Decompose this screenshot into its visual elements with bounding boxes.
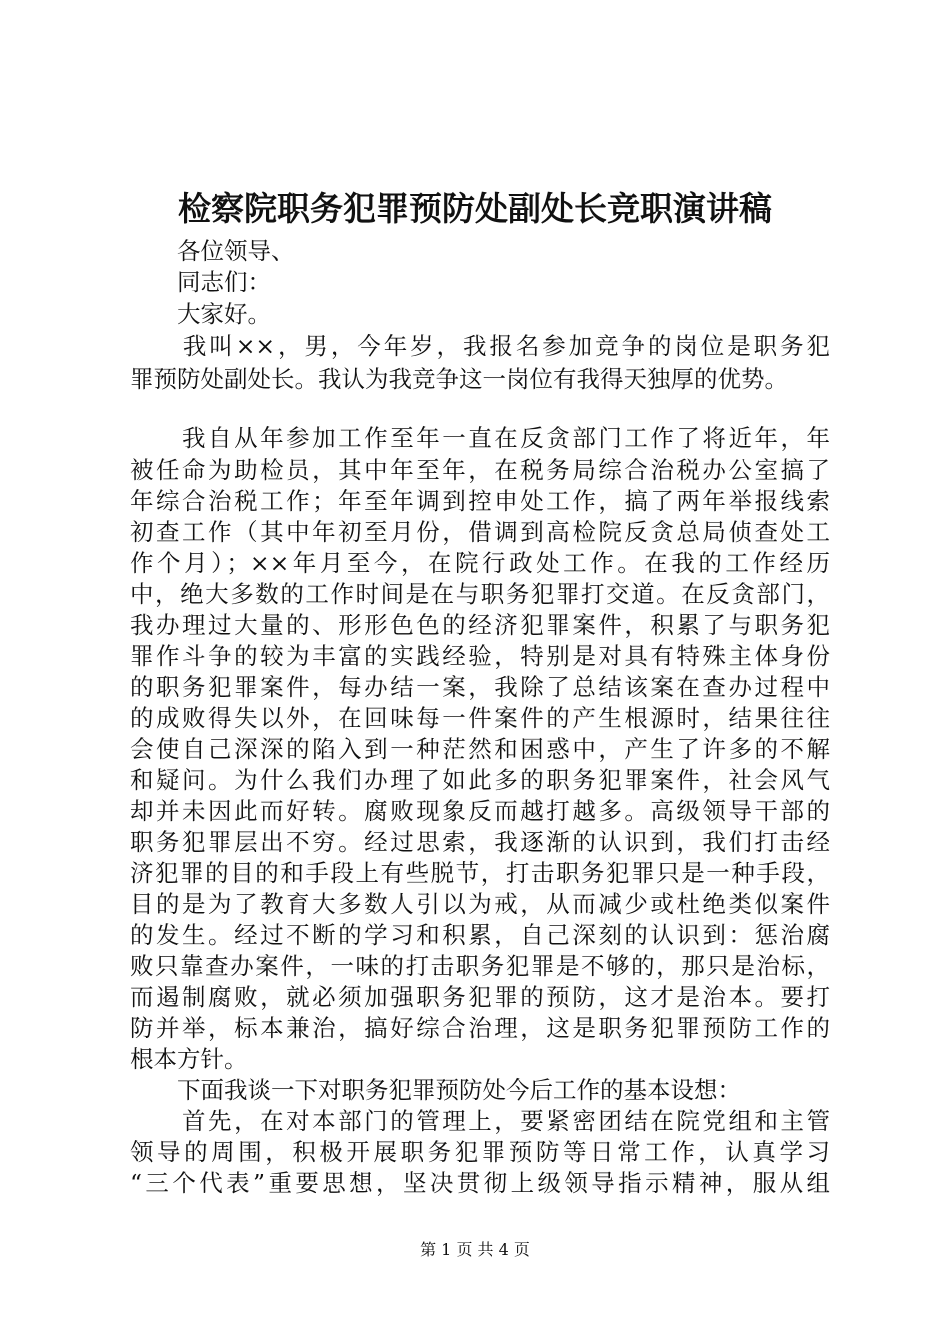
body-line: 中，绝大多数的工作时间是在与职务犯罪打交道。在反贪部门，	[130, 580, 830, 608]
body-line: 领导的周围，积极开展职务犯罪预防等日常工作，认真学习	[130, 1138, 830, 1166]
salutation-line: 各位领导、	[130, 237, 295, 265]
body-line: 被任命为助检员，其中年至年，在税务局综合治税办公室搞了	[130, 456, 830, 484]
body-line: 根本方针。	[130, 1045, 248, 1073]
body-line: 目的是为了教育大多数人引以为戒，从而减少或杜绝类似案件	[130, 890, 830, 918]
body-line: 年综合治税工作；年至年调到控申处工作，搞了两年举报线索	[130, 487, 830, 515]
body-line: 的发生。经过不断的学习和积累，自己深刻的认识到：惩治腐	[130, 921, 830, 949]
body-line: 济犯罪的目的和手段上有些脱节，打击职务犯罪只是一种手段，	[130, 859, 830, 887]
body-line: 我自从年参加工作至年一直在反贪部门工作了将近年，年	[130, 424, 830, 452]
body-line: 职务犯罪层出不穷。经过思索，我逐渐的认识到，我们打击经	[130, 828, 830, 856]
body-line: 我办理过大量的、形形色色的经济犯罪案件，积累了与职务犯	[130, 611, 830, 639]
body-line: 的职务犯罪案件，每办结一案，我除了总结该案在查办过程中	[130, 673, 830, 701]
greeting-line: 大家好。	[130, 300, 271, 328]
body-line: 的成败得失以外，在回味每一件案件的产生根源时，结果往往	[130, 704, 830, 732]
body-line: “三个代表”重要思想，坚决贯彻上级领导指示精神，服从组	[130, 1169, 830, 1197]
body-line: 初查工作（其中年初至月份，借调到高检院反贪总局侦查处工	[130, 518, 830, 546]
body-line: 防并举，标本兼治，搞好综合治理，这是职务犯罪预防工作的	[130, 1014, 830, 1042]
salutation-line: 同志们：	[130, 268, 271, 296]
body-line: 败只靠查办案件，一味的打击职务犯罪是不够的，那只是治标，	[130, 952, 830, 980]
body-line: 首先，在对本部门的管理上，要紧密团结在院党组和主管	[130, 1107, 830, 1135]
body-line: 作个月）；××年月至今，在院行政处工作。在我的工作经历	[130, 549, 830, 577]
body-line: 我叫××，男，今年岁，我报名参加竞争的岗位是职务犯	[130, 332, 830, 360]
document-title: 检察院职务犯罪预防处副处长竞职演讲稿	[178, 189, 772, 228]
body-line: 却并未因此而好转。腐败现象反而越打越多。高级领导干部的	[130, 797, 830, 825]
body-line: 罪作斗争的较为丰富的实践经验，特别是对具有特殊主体身份	[130, 642, 830, 670]
body-line: 和疑问。为什么我们办理了如此多的职务犯罪案件，社会风气	[130, 766, 830, 794]
page-footer: 第 1 页 共 4 页	[420, 1240, 530, 1259]
body-line: 下面我谈一下对职务犯罪预防处今后工作的基本设想：	[130, 1076, 741, 1104]
body-line: 罪预防处副处长。我认为我竞争这一岗位有我得天独厚的优势。	[130, 365, 788, 393]
body-line: 会使自己深深的陷入到一种茫然和困惑中，产生了许多的不解	[130, 735, 830, 763]
body-line: 而遏制腐败，就必须加强职务犯罪的预防，这才是治本。要打	[130, 983, 830, 1011]
